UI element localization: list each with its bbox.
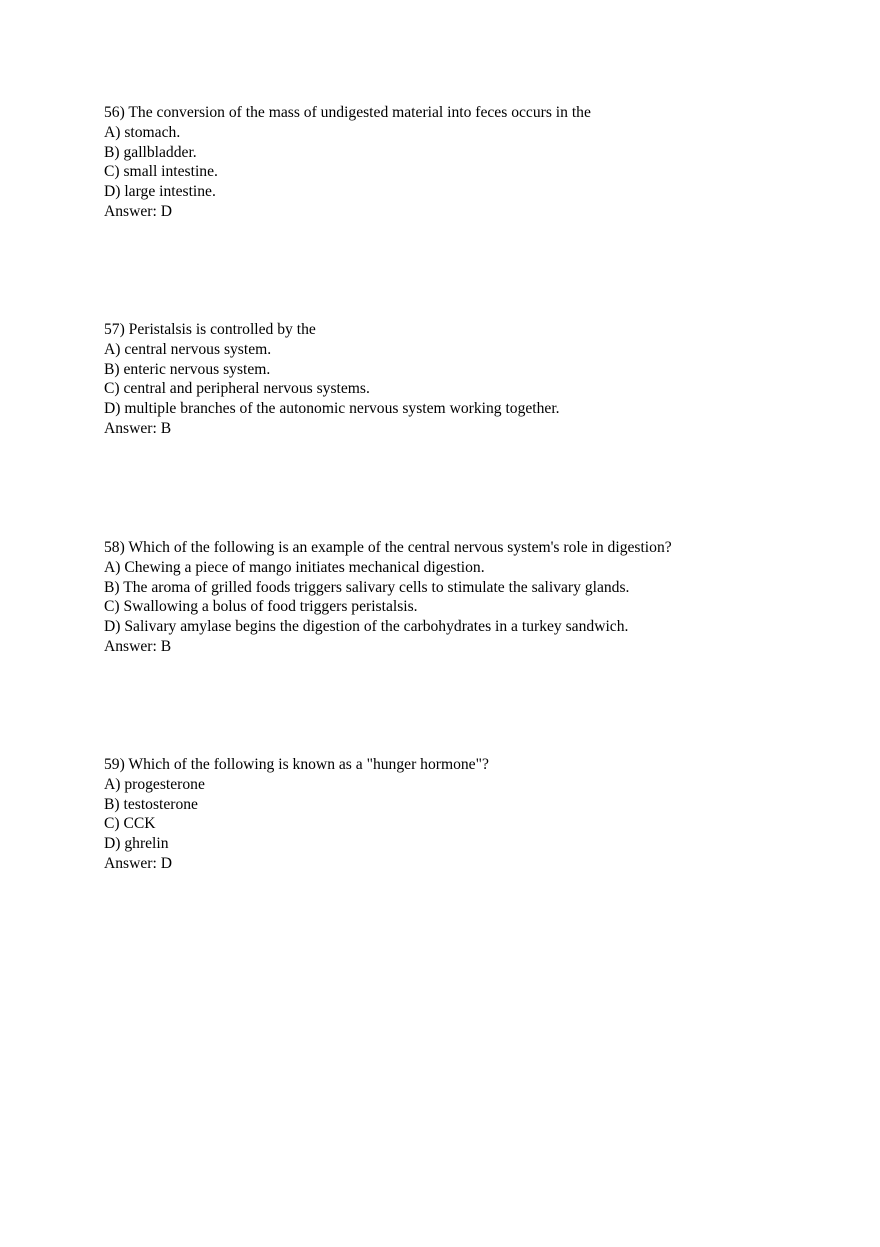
option-b: B) enteric nervous system. bbox=[104, 360, 271, 378]
option-c: C) CCK bbox=[104, 815, 156, 833]
option-a: A) Chewing a piece of mango initiates mechanical digestion. bbox=[104, 558, 485, 576]
question-stem: 56) The conversion of the mass of undigested material into feces occurs in the bbox=[104, 104, 591, 121]
question-stem: 57) Peristalsis is controlled by the bbox=[104, 321, 316, 338]
option-d: D) Salivary amylase begins the digestion of the carbohydrates in a turkey sandwich. bbox=[104, 618, 629, 636]
option-a: A) stomach. bbox=[104, 123, 181, 141]
option-d: D) ghrelin bbox=[104, 835, 169, 853]
question-stem: 58) Which of the following is an example of the central nervous system's role in digestion? bbox=[104, 539, 672, 556]
option-d: D) multiple branches of the autonomic nervous system working together. bbox=[104, 400, 560, 418]
question-stem: 59) Which of the following is known as a "hunger hormone"? bbox=[104, 756, 489, 773]
option-c: C) small intestine. bbox=[104, 163, 218, 181]
option-a: A) central nervous system. bbox=[104, 340, 272, 358]
option-c: C) Swallowing a bolus of food triggers peristalsis. bbox=[104, 598, 418, 616]
question-58 bbox=[104, 538, 844, 657]
option-c: C) central and peripheral nervous systems. bbox=[104, 380, 370, 398]
option-d: D) large intestine. bbox=[104, 183, 216, 201]
answer: Answer: B bbox=[104, 419, 172, 437]
answer: Answer: D bbox=[104, 202, 172, 220]
question-57 bbox=[104, 320, 844, 439]
option-b: B) testosterone bbox=[104, 795, 198, 813]
option-b: B) The aroma of grilled foods triggers salivary cells to stimulate the salivary glands. bbox=[104, 578, 630, 596]
question-59 bbox=[104, 755, 844, 874]
option-a: A) progesterone bbox=[104, 775, 205, 793]
answer: Answer: D bbox=[104, 854, 172, 872]
option-b: B) gallbladder. bbox=[104, 143, 197, 161]
answer: Answer: B bbox=[104, 637, 172, 655]
question-56 bbox=[104, 103, 844, 222]
